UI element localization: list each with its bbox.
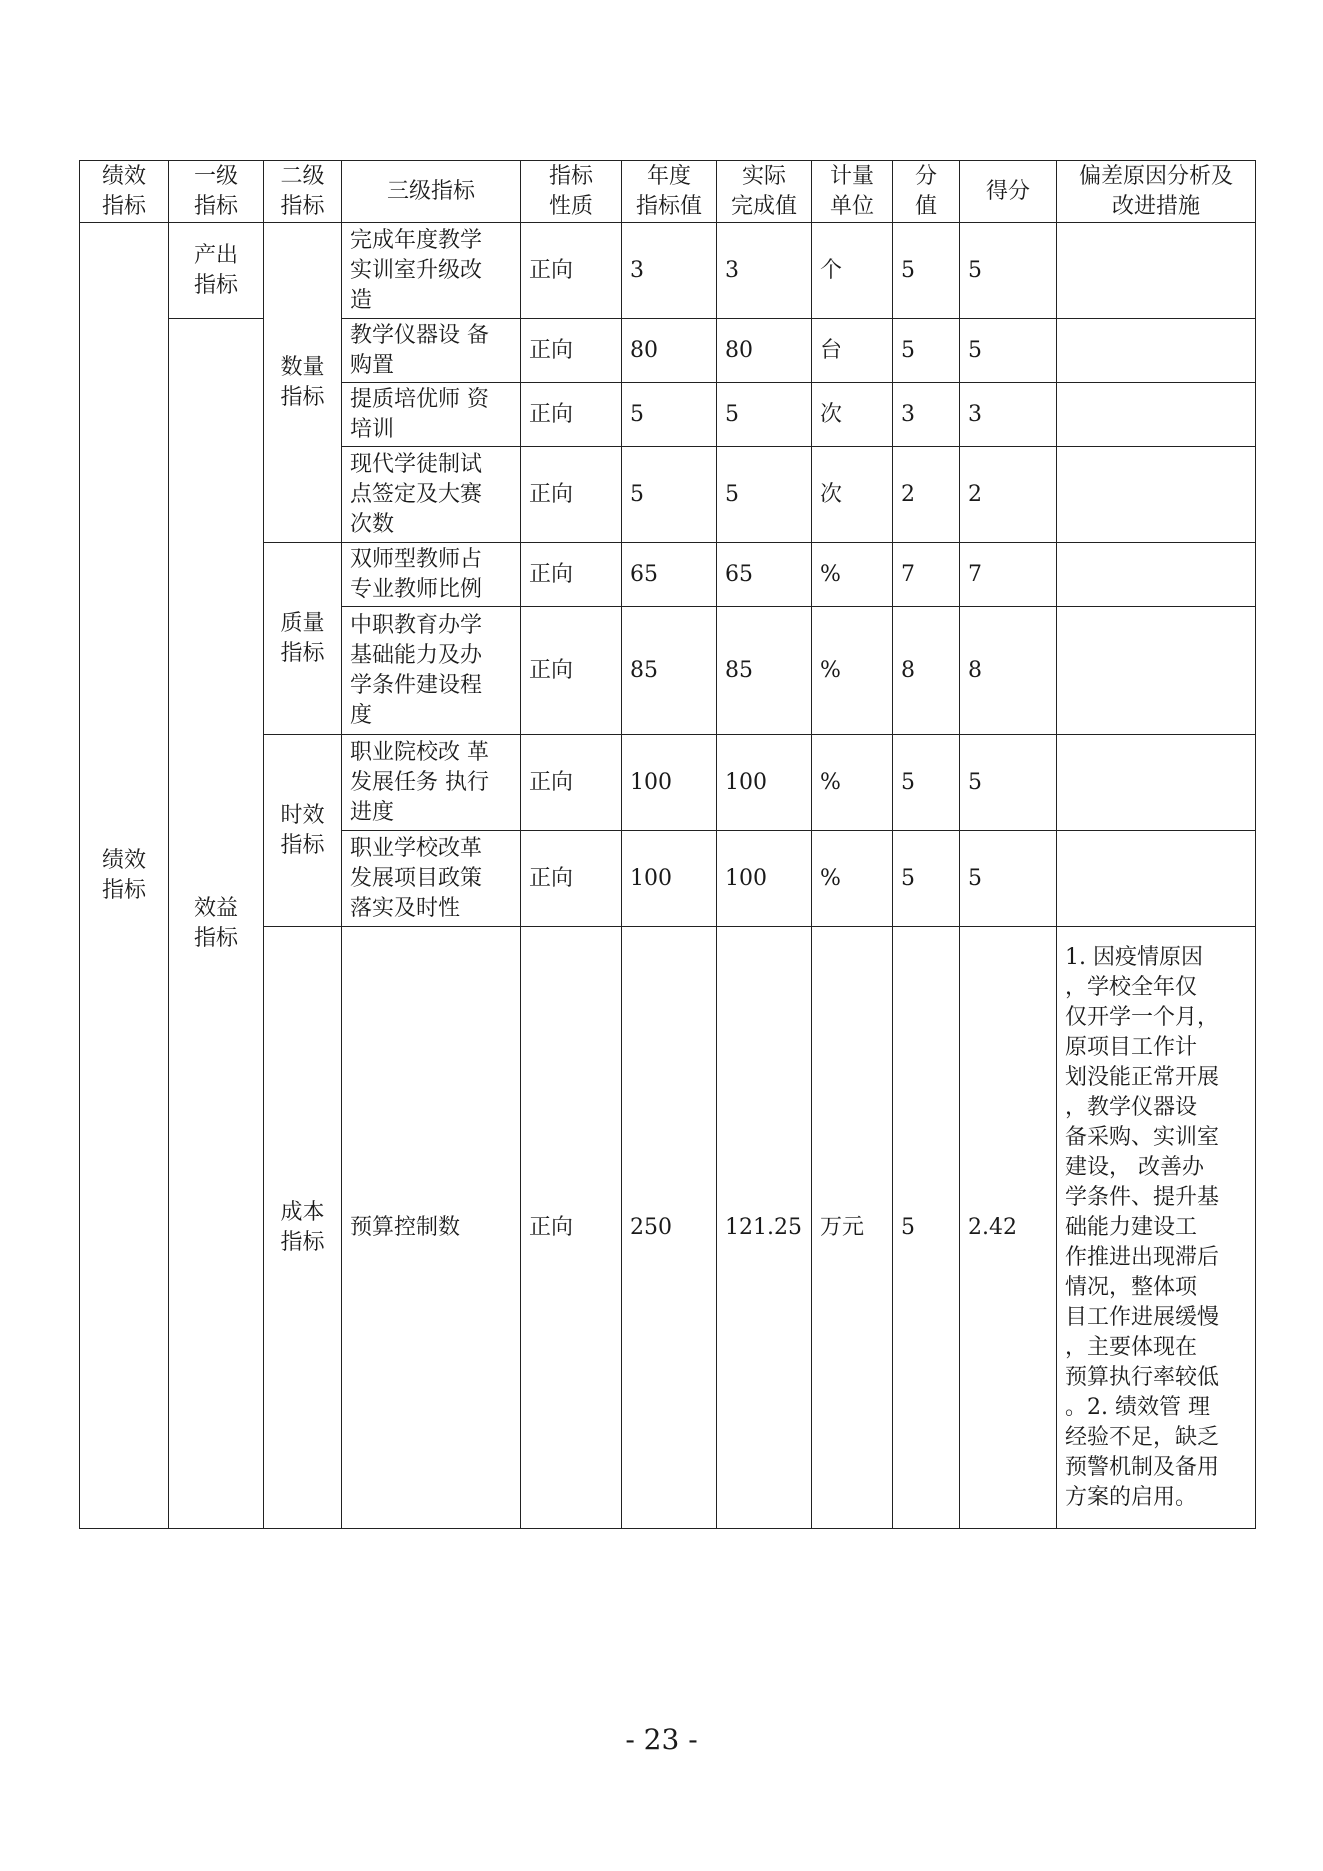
row-nature: 正向	[521, 831, 622, 927]
row-name: 提质培优师 资 培训	[342, 383, 521, 447]
row-actual: 121.25	[717, 927, 812, 1529]
row-analysis	[1057, 607, 1256, 735]
row-score: 5	[960, 831, 1057, 927]
row-nature: 正向	[521, 319, 622, 383]
row-unit: %	[812, 831, 893, 927]
row-score: 8	[960, 607, 1057, 735]
row-actual: 100	[717, 831, 812, 927]
row-name: 职业学校改革 发展项目政策 落实及时性	[342, 831, 521, 927]
row-analysis	[1057, 223, 1256, 319]
row-unit: 次	[812, 447, 893, 543]
row-actual: 80	[717, 319, 812, 383]
level2-timeliness-cell: 时效 指标	[264, 735, 342, 927]
row-score: 2	[960, 447, 1057, 543]
row-target: 85	[622, 607, 717, 735]
row-score: 2.42	[960, 927, 1057, 1529]
table-header-row	[80, 161, 1256, 223]
row-nature: 正向	[521, 543, 622, 607]
row-actual: 5	[717, 383, 812, 447]
row-score-value: 8	[893, 607, 960, 735]
row-analysis	[1057, 735, 1256, 831]
row-target: 5	[622, 383, 717, 447]
row-target: 65	[622, 543, 717, 607]
row-target: 5	[622, 447, 717, 543]
row-unit: %	[812, 543, 893, 607]
row-name: 双师型教师占 专业教师比例	[342, 543, 521, 607]
header-performance-indicator: 绩效 指标	[80, 161, 169, 223]
row-actual: 65	[717, 543, 812, 607]
row-analysis: 1. 因疫情原因 ，学校全年仅 仅开学一个月， 原项目工作计 划没能正常开展 ，教学仪器设 备采购、实训室 建设， 改善办 学条件、提升基 础能力建设工 作推进出现滞后 情况，整体项 目工作进展缓慢 ，主要体现在 预算执行率较低 。2. 绩效管 理 经验不足，缺乏 预警机制及备用 方案的启用。	[1057, 927, 1256, 1529]
row-target: 80	[622, 319, 717, 383]
row-analysis	[1057, 383, 1256, 447]
row-actual: 100	[717, 735, 812, 831]
row-nature: 正向	[521, 383, 622, 447]
row-nature: 正向	[521, 607, 622, 735]
row-score-value: 5	[893, 831, 960, 927]
row-target: 100	[622, 831, 717, 927]
row-name: 完成年度教学 实训室升级改 造	[342, 223, 521, 319]
row-name: 职业院校改 革 发展任务 执行 进度	[342, 735, 521, 831]
level2-cost-cell: 成本 指标	[264, 927, 342, 1529]
row-target: 100	[622, 735, 717, 831]
row-name: 中职教育办学 基础能力及办 学条件建设程 度	[342, 607, 521, 735]
header-score: 得分	[960, 161, 1057, 223]
header-level3-indicator: 三级指标	[342, 161, 521, 223]
header-unit: 计量 单位	[812, 161, 893, 223]
row-score: 5	[960, 319, 1057, 383]
row-unit: 万元	[812, 927, 893, 1529]
row-unit: %	[812, 735, 893, 831]
header-annual-target: 年度 指标值	[622, 161, 717, 223]
row-score: 7	[960, 543, 1057, 607]
row-target: 250	[622, 927, 717, 1529]
row-actual: 85	[717, 607, 812, 735]
header-level2-indicator: 二级 指标	[264, 161, 342, 223]
row-nature: 正向	[521, 735, 622, 831]
row-name: 教学仪器设 备 购置	[342, 319, 521, 383]
table-row	[80, 319, 1256, 383]
row-score: 5	[960, 735, 1057, 831]
row-score-value: 7	[893, 543, 960, 607]
row-score: 5	[960, 223, 1057, 319]
row-score-value: 5	[893, 927, 960, 1529]
level0-cell: 绩效 指标	[80, 223, 169, 1529]
header-score-value: 分 值	[893, 161, 960, 223]
level1-benefit-cell: 效益 指标	[169, 319, 264, 1529]
row-nature: 正向	[521, 223, 622, 319]
row-unit: 台	[812, 319, 893, 383]
header-actual-value: 实际 完成值	[717, 161, 812, 223]
row-name: 预算控制数	[342, 927, 521, 1529]
row-actual: 5	[717, 447, 812, 543]
header-level1-indicator: 一级 指标	[169, 161, 264, 223]
row-score-value: 3	[893, 383, 960, 447]
row-score-value: 5	[893, 319, 960, 383]
row-nature: 正向	[521, 447, 622, 543]
row-unit: 个	[812, 223, 893, 319]
level2-quality-cell: 质量 指标	[264, 543, 342, 735]
row-score-value: 2	[893, 447, 960, 543]
row-score-value: 5	[893, 223, 960, 319]
row-analysis	[1057, 447, 1256, 543]
row-nature: 正向	[521, 927, 622, 1529]
page-number: - 23 -	[625, 1723, 698, 1756]
row-analysis	[1057, 543, 1256, 607]
header-indicator-nature: 指标 性质	[521, 161, 622, 223]
row-actual: 3	[717, 223, 812, 319]
level2-quantity-cell: 数量 指标	[264, 223, 342, 543]
row-unit: 次	[812, 383, 893, 447]
row-score-value: 5	[893, 735, 960, 831]
row-name: 现代学徒制试 点签定及大赛 次数	[342, 447, 521, 543]
row-target: 3	[622, 223, 717, 319]
row-score: 3	[960, 383, 1057, 447]
row-analysis	[1057, 319, 1256, 383]
performance-indicator-table	[79, 160, 1256, 1529]
row-analysis	[1057, 831, 1256, 927]
level1-output-cell: 产出 指标	[169, 223, 264, 319]
header-deviation-analysis: 偏差原因分析及 改进措施	[1057, 161, 1256, 223]
table-row	[80, 223, 1256, 319]
row-unit: %	[812, 607, 893, 735]
